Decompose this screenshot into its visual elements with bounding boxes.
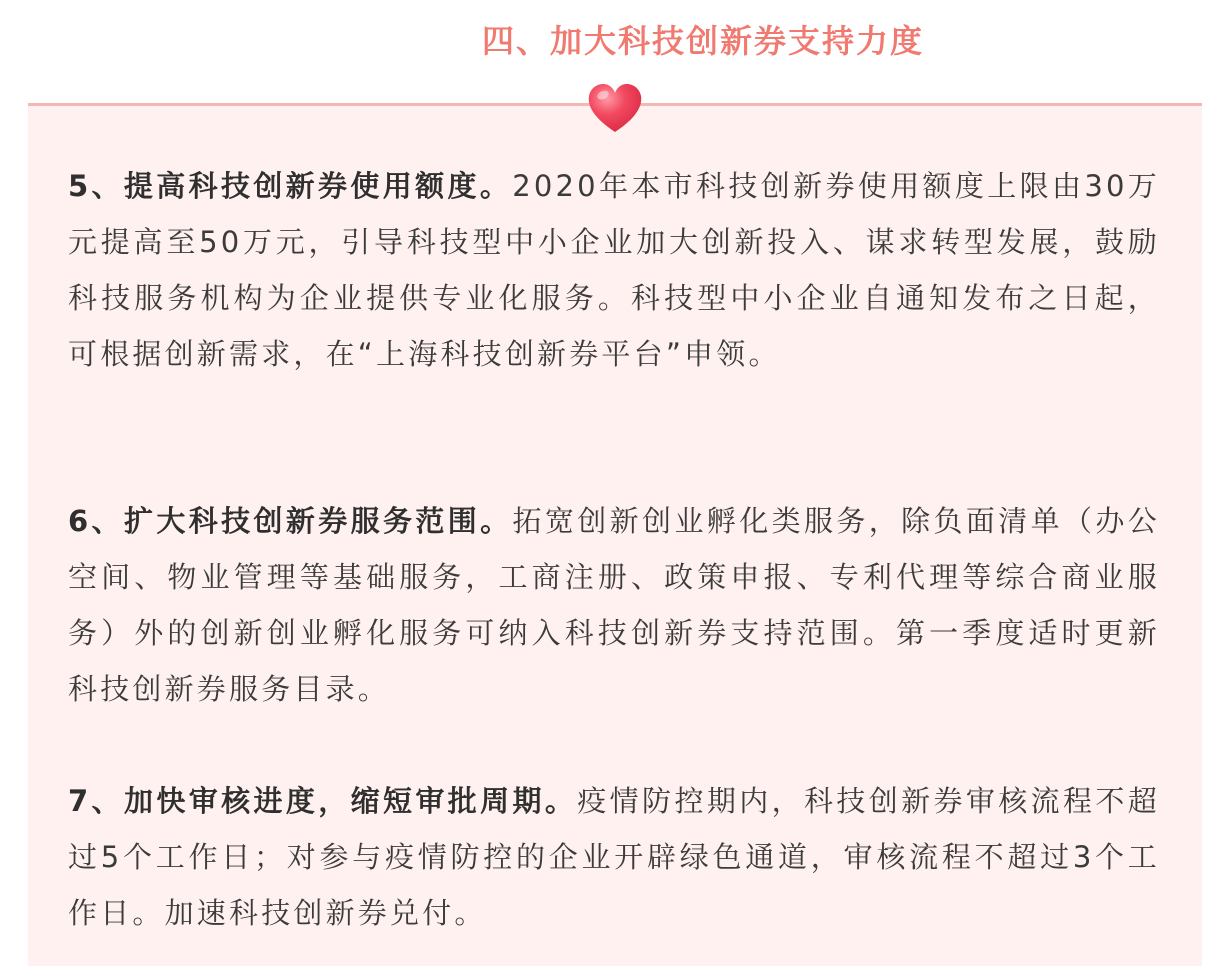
item-body: 2020年本市科技创新券使用额度上限由30万元提高至50万元，引导科技型中小企业加大创新投入、谋求转型发展，鼓励科技服务机构为企业提供专业化服务。科技型中小企业自通知发布之日起，可根据创新需求，在“上海科技创新券平台”申领。 [68, 169, 1160, 371]
item-body: 拓宽创新创业孵化类服务，除负面清单（办公空间、物业管理等基础服务，工商注册、政策申报、专利代理等综合商业服务）外的创新创业孵化服务可纳入科技创新券支持范围。第一季度适时更新科技创新券服务目录。 [68, 504, 1160, 706]
item-body: 疫情防控期内，科技创新券审核流程不超过5个工作日；对参与疫情防控的企业开辟绿色通道，审核流程不超过3个工作日。加速科技创新券兑付。 [68, 784, 1160, 930]
list-item [68, 773, 1160, 941]
item-heading: 7、加快审核进度，缩短审批周期。 [68, 784, 578, 818]
list-item [68, 493, 1160, 717]
heart-icon [585, 80, 645, 136]
item-heading: 5、提高科技创新券使用额度。 [68, 169, 513, 203]
item-heading: 6、扩大科技创新券服务范围。 [68, 504, 513, 538]
section-title: 四、加大科技创新券支持力度 [481, 22, 924, 60]
list-item [68, 158, 1160, 382]
